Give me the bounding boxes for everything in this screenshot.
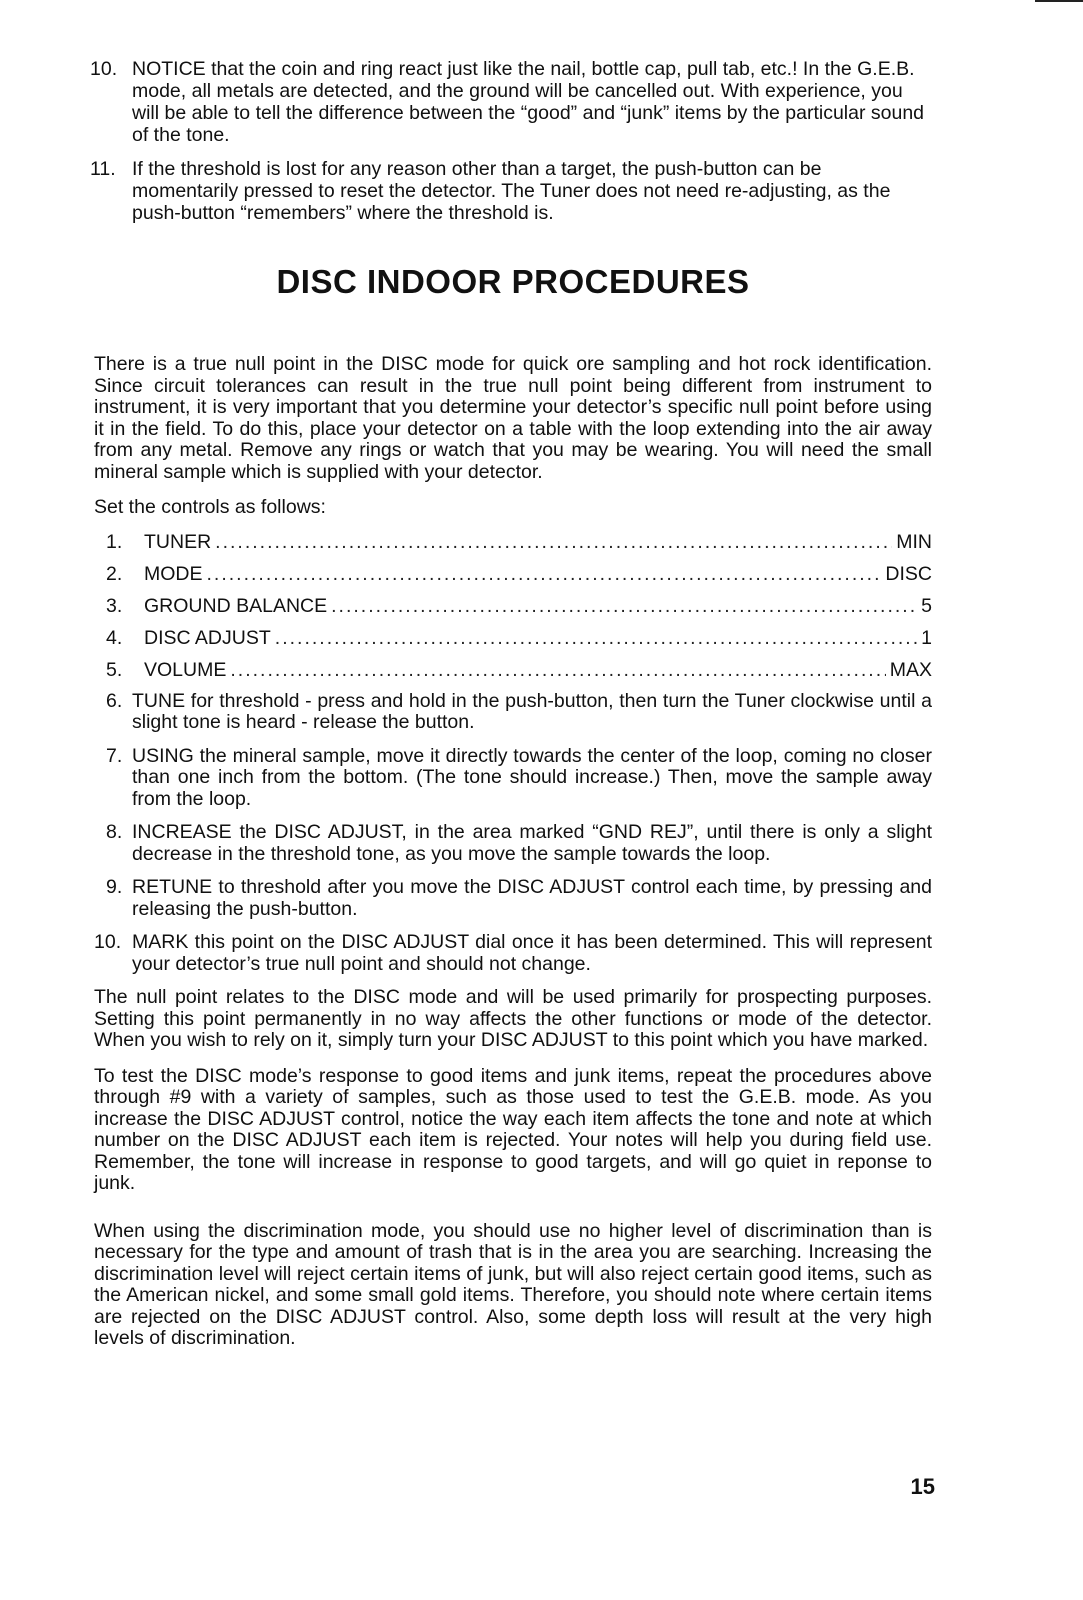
intro-paragraph: There is a true null point in the DISC mode for quick ore sampling and hot rock identification. Since circuit tolerances can result in the true null point being different from instrument to instrument, it is very important that you determine your detector’s specific null point before using it in the field. To do this, place your detector on a table with the loop extending into the air away from any metal. Remove any rings or watch that you may be wearing. You will need the small mineral sample which is supplied with your detector. — [94, 353, 932, 483]
step-number: 6. — [106, 689, 123, 712]
section-heading: DISC INDOOR PROCEDURES — [276, 263, 750, 300]
setting-label: DISC ADJUST — [144, 626, 271, 649]
setting-number: 4. — [106, 626, 123, 649]
step-number: 10. — [94, 931, 122, 953]
step-text: MARK this point on the DISC ADJUST dial once it has been determined. This will represent your detector’s true null point and should not change. — [132, 931, 932, 975]
scan-edge-rule — [1035, 0, 1083, 2]
item-number: 10. — [90, 58, 118, 80]
setting-row — [94, 627, 932, 649]
dot-leader — [275, 627, 917, 649]
setting-number: 3. — [106, 594, 123, 617]
step-text: TUNE for threshold - press and hold in the push-button, then turn the Tuner clockwise until a slight tone is heard - release the button. — [132, 689, 932, 733]
step-item — [94, 877, 932, 920]
discrimination-paragraph: When using the discrimination mode, you should use no higher level of discrimination than is necessary for the type and amount of trash that is in the area you are searching. Increasing the discrimination level will reject certain items of junk, but will also reject certain good items, such as the American nickel, and some small gold items. Therefore, you should note where certain items are rejected on the DISC ADJUST control. Also, some depth loss will result at the very high levels of discrimination. — [94, 1219, 932, 1349]
setting-row — [94, 659, 932, 681]
step-text: RETUNE to threshold after you move the DISC ADJUST control each time, by pressing and releasing the push-button. — [132, 876, 932, 920]
controls-intro: Set the controls as follows: — [94, 496, 326, 518]
step-item — [94, 932, 932, 975]
item-text: If the threshold is lost for any reason other than a target, the push-button can be momentarily pressed to reset the detector. The Tuner does not need re-adjusting, as the push-button “remembers” where the threshold is. — [132, 158, 891, 224]
setting-label: TUNER — [144, 530, 212, 553]
step-number: 9. — [106, 876, 123, 898]
null-point-paragraph: The null point relates to the DISC mode and will be used primarily for prospecting purposes. Setting this point permanently in no way affects the other functions or mode of the detector. When you wish to rely on it, simply turn your DISC ADJUST to this point which you have marked. — [94, 986, 932, 1051]
step-item — [94, 822, 932, 865]
step-number: 7. — [106, 744, 123, 767]
dot-leader — [215, 531, 892, 553]
setting-label: GROUND BALANCE — [144, 594, 328, 617]
setting-value: MIN — [896, 530, 932, 553]
setting-row — [94, 595, 932, 617]
setting-number: 2. — [106, 562, 123, 585]
list-item — [90, 158, 932, 224]
dot-leader — [207, 563, 882, 585]
setting-number: 1. — [106, 530, 123, 553]
settings-list — [94, 531, 932, 681]
setting-label: MODE — [144, 562, 203, 585]
setting-number: 5. — [106, 658, 123, 681]
setting-label: VOLUME — [144, 658, 227, 681]
steps-list — [94, 691, 932, 976]
page-number: 15 — [910, 1474, 935, 1499]
setting-value: 5 — [921, 594, 932, 617]
item-number: 11. — [90, 158, 116, 180]
dot-leader — [230, 659, 885, 681]
dot-leader — [331, 595, 917, 617]
setting-value: DISC — [885, 562, 932, 585]
test-paragraph: To test the DISC mode’s response to good items and junk items, repeat the procedures above through #9 with a variety of samples, such as those used to test the G.E.B. mode. As you increase the DISC ADJUST control, notice the way each item affects the tone and note at which number on the DISC ADJUST each item is rejected. Your notes will help you during field use. Remember, the tone will increase in response to good targets, and will go quiet in reponse to junk. — [94, 1064, 932, 1194]
manual-page — [90, 58, 932, 1364]
step-number: 8. — [106, 821, 123, 843]
step-text: INCREASE the DISC ADJUST, in the area marked “GND REJ”, until there is only a slight decrease in the threshold tone, as you move the sample towards the loop. — [132, 821, 932, 865]
setting-value: MAX — [889, 658, 932, 681]
step-item — [94, 746, 932, 811]
item-text: NOTICE that the coin and ring react just like the nail, bottle cap, pull tab, etc.! In the G.E.B. mode, all metals are detected, and the ground will be cancelled out. With experience, you will be able to tell the difference between the “good” and “junk” items by the particular sound of the tone. — [132, 58, 925, 146]
setting-value: 1 — [921, 626, 932, 649]
setting-row — [94, 531, 932, 553]
step-item — [94, 691, 932, 734]
setting-row — [94, 563, 932, 585]
list-item — [90, 58, 932, 146]
step-text: USING the mineral sample, move it directly towards the center of the loop, coming no closer than one inch from the bottom. (The tone should increase.) Then, move the sample away from the loop. — [132, 744, 932, 810]
